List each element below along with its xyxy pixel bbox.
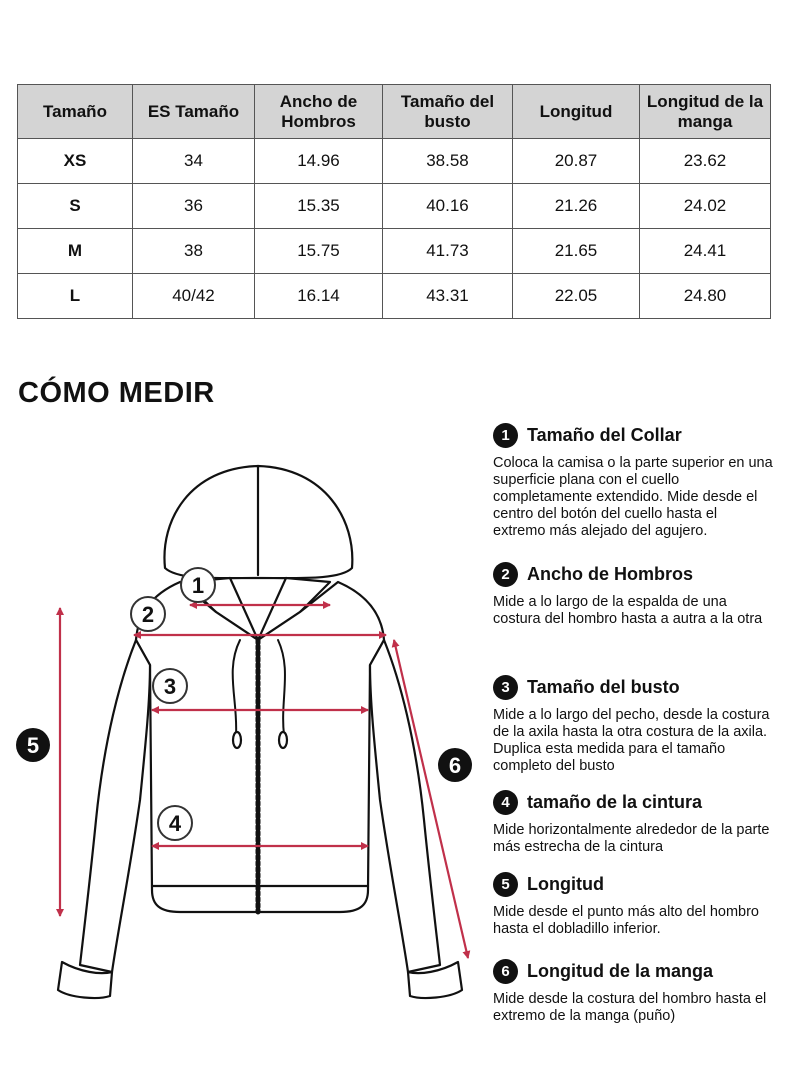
instruction-text: Mide a lo largo del pecho, desde la costura de la axila hasta la otra costura de la axila. Duplica esta medida para el tamaño completo del busto: [493, 707, 770, 774]
instruction-shoulder: [493, 560, 793, 628]
instruction-text: Mide desde la costura del hombro hasta el extremo de la manga (puño): [493, 991, 767, 1024]
cell-shoulder: 16.14: [255, 274, 383, 319]
number-badge: 2: [493, 562, 518, 587]
header-size: Tamaño: [18, 85, 133, 139]
instruction-text: Mide a lo largo de la espalda de una costura del hombro hasta a autra a la otra: [493, 594, 763, 627]
cell-size: L: [18, 274, 133, 319]
cell-bust: 43.31: [383, 274, 513, 319]
number-badge: 5: [493, 872, 518, 897]
hoodie-diagram: [0, 450, 490, 1010]
header-shoulder-width: Ancho de Hombros: [255, 85, 383, 139]
cell-size: M: [18, 229, 133, 274]
header-bust: Tamaño del busto: [383, 85, 513, 139]
cell-length: 21.26: [513, 184, 640, 229]
instruction-title: tamaño de la cintura: [527, 791, 703, 812]
instruction-bust: [493, 673, 793, 775]
cell-es-size: 36: [133, 184, 255, 229]
cell-sleeve: 24.41: [640, 229, 771, 274]
instruction-title: Tamaño del busto: [527, 676, 680, 697]
table-row: [18, 139, 771, 184]
cell-length: 21.65: [513, 229, 640, 274]
cell-length: 22.05: [513, 274, 640, 319]
cell-sleeve: 24.80: [640, 274, 771, 319]
instruction-sleeve: [493, 957, 793, 1025]
header-length: Longitud: [513, 85, 640, 139]
number-badge: 4: [493, 790, 518, 815]
cell-es-size: 38: [133, 229, 255, 274]
size-table: [17, 84, 771, 319]
instruction-collar: [493, 421, 793, 540]
marker-4-label: 4: [168, 811, 182, 836]
how-to-measure-title: CÓMO MEDIR: [18, 377, 215, 409]
number-badge: 6: [493, 959, 518, 984]
header-es-size: ES Tamaño: [133, 85, 255, 139]
cell-shoulder: 15.35: [255, 184, 383, 229]
cell-length: 20.87: [513, 139, 640, 184]
number-badge: 3: [493, 675, 518, 700]
table-row: [18, 184, 771, 229]
instruction-title: Longitud de la manga: [527, 960, 714, 981]
number-badge: 1: [493, 423, 518, 448]
cell-bust: 38.58: [383, 139, 513, 184]
instruction-text: Coloca la camisa o la parte superior en una superficie plana con el cuello completamente extendido. Mide desde el centro del botón del cuello hasta el extremo más alejado del agujero.: [493, 455, 773, 539]
instruction-title: Ancho de Hombros: [527, 563, 694, 584]
instruction-title: Longitud: [527, 873, 604, 894]
cell-sleeve: 24.02: [640, 184, 771, 229]
marker-1-label: 1: [191, 573, 205, 598]
cell-sleeve: 23.62: [640, 139, 771, 184]
cell-size: S: [18, 184, 133, 229]
cell-bust: 41.73: [383, 229, 513, 274]
instruction-text: Mide horizontalmente alrededor de la parte más estrecha de la cintura: [493, 822, 770, 855]
instruction-length: [493, 870, 793, 938]
instruction-waist: [493, 788, 793, 856]
cell-es-size: 34: [133, 139, 255, 184]
cell-bust: 40.16: [383, 184, 513, 229]
cell-shoulder: 14.96: [255, 139, 383, 184]
instruction-title: Tamaño del Collar: [527, 424, 682, 445]
marker-6-label: 6: [448, 753, 462, 778]
cell-es-size: 40/42: [133, 274, 255, 319]
marker-5-label: 5: [26, 733, 40, 758]
left-sleeve: [80, 640, 150, 972]
table-row: [18, 229, 771, 274]
marker-3-label: 3: [163, 674, 177, 699]
table-header-row: [18, 85, 771, 139]
cell-size: XS: [18, 139, 133, 184]
marker-2-label: 2: [141, 602, 155, 627]
header-sleeve-length: Longitud de la manga: [640, 85, 771, 139]
table-row: [18, 274, 771, 319]
instruction-text: Mide desde el punto más alto del hombro hasta el dobladillo inferior.: [493, 904, 759, 937]
cell-shoulder: 15.75: [255, 229, 383, 274]
